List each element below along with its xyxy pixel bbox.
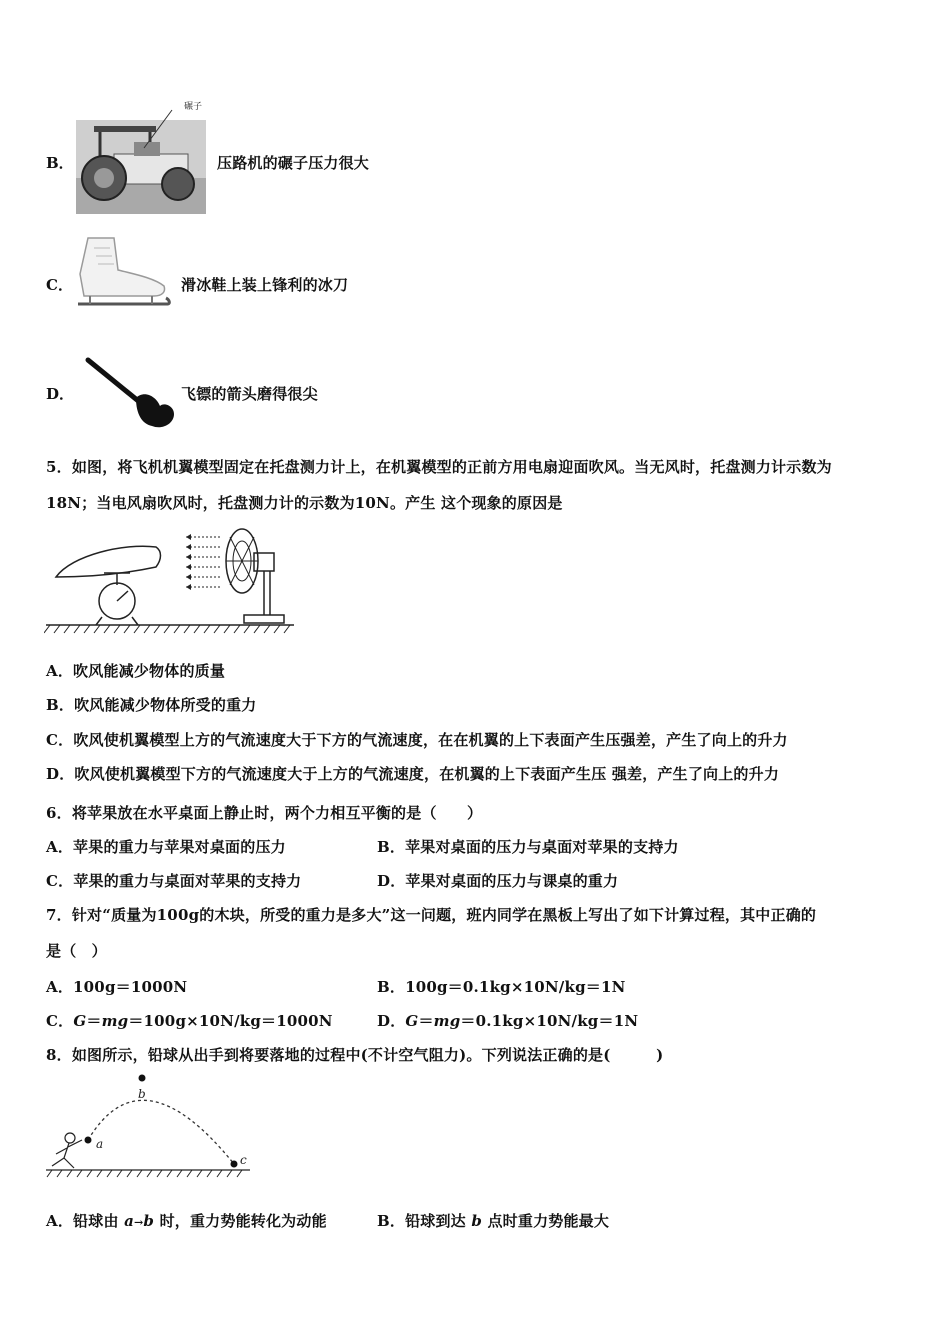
ice-skate-image xyxy=(74,234,174,314)
point-a-label: a xyxy=(96,1137,104,1151)
q8-stem: 8．如图所示，铅球从出手到将要落地的过程中(不计空气阻力)。下列说法正确的是( ) xyxy=(46,1046,664,1064)
q6-option-b: B．苹果对桌面的压力与桌面对苹果的支持力 xyxy=(377,838,679,856)
q7-option-c: C．G＝mg＝100g×10N/kg＝1000N xyxy=(46,1012,333,1030)
q5-stem-line2: 18N；当电风扇吹风时，托盘测力计的示数为10N。产生 这个现象的原因是 xyxy=(46,494,563,512)
q5-option-d: D．吹风使机翼模型下方的气流速度大于上方的气流速度，在机翼的上下表面产生压 强差，产生了向上的升力 xyxy=(46,765,780,783)
roller-caption: 碾子 xyxy=(184,102,203,112)
q7-stem-line1: 7．针对“质量为100g的木块，所受的重力是多大”这一问题，班内同学在黑板上写出了如下计算过程，其中正确的 xyxy=(46,906,817,924)
q8-option-b: B．铅球到达 b 点时重力势能最大 xyxy=(377,1212,610,1230)
q6-stem: 6．将苹果放在水平桌面上静止时，两个力相互平衡的是（ ） xyxy=(46,804,483,822)
shot-put-diagram xyxy=(44,1070,254,1180)
point-b-label: b xyxy=(138,1087,146,1101)
q6-option-c: C．苹果的重力与桌面对苹果的支持力 xyxy=(46,872,302,890)
dart-image xyxy=(80,354,180,432)
q6-option-a: A．苹果的重力与苹果对桌面的压力 xyxy=(46,838,286,856)
option-d-label: D． xyxy=(46,385,75,403)
q6-option-d: D．苹果对桌面的压力与课桌的重力 xyxy=(377,872,619,890)
wing-fan-diagram xyxy=(44,525,296,635)
q7-option-d: D．G＝mg＝0.1kg×10N/kg＝1N xyxy=(377,1012,639,1030)
q5-option-b: B．吹风能减少物体所受的重力 xyxy=(46,696,257,714)
q5-stem-line1: 5．如图，将飞机机翼模型固定在托盘测力计上，在机翼模型的正前方用电扇迎面吹风。当无风时，托盘测力计示数为 xyxy=(46,458,832,476)
q7-option-a: A．100g＝1000N xyxy=(46,978,188,996)
road-roller-image xyxy=(74,98,208,216)
option-b-text: 压路机的碾子压力很大 xyxy=(217,154,370,172)
option-b-label: B． xyxy=(46,154,74,172)
point-c-label: c xyxy=(240,1153,247,1167)
option-c-label: C． xyxy=(46,276,73,294)
q7-stem-line2: 是（ ） xyxy=(46,942,107,960)
q8-option-a: A．铅球由 a→b 时，重力势能转化为动能 xyxy=(46,1212,327,1230)
option-c-text: 滑冰鞋上装上锋利的冰刀 xyxy=(181,276,349,294)
q5-option-a: A．吹风能减少物体的质量 xyxy=(46,662,226,680)
q5-option-c: C．吹风使机翼模型上方的气流速度大于下方的气流速度，在在机翼的上下表面产生压强差，产生了向上的升力 xyxy=(46,731,788,749)
q7-option-b: B．100g＝0.1kg×10N/kg＝1N xyxy=(377,978,626,996)
option-d-text: 飞镖的箭头磨得很尖 xyxy=(181,385,318,403)
